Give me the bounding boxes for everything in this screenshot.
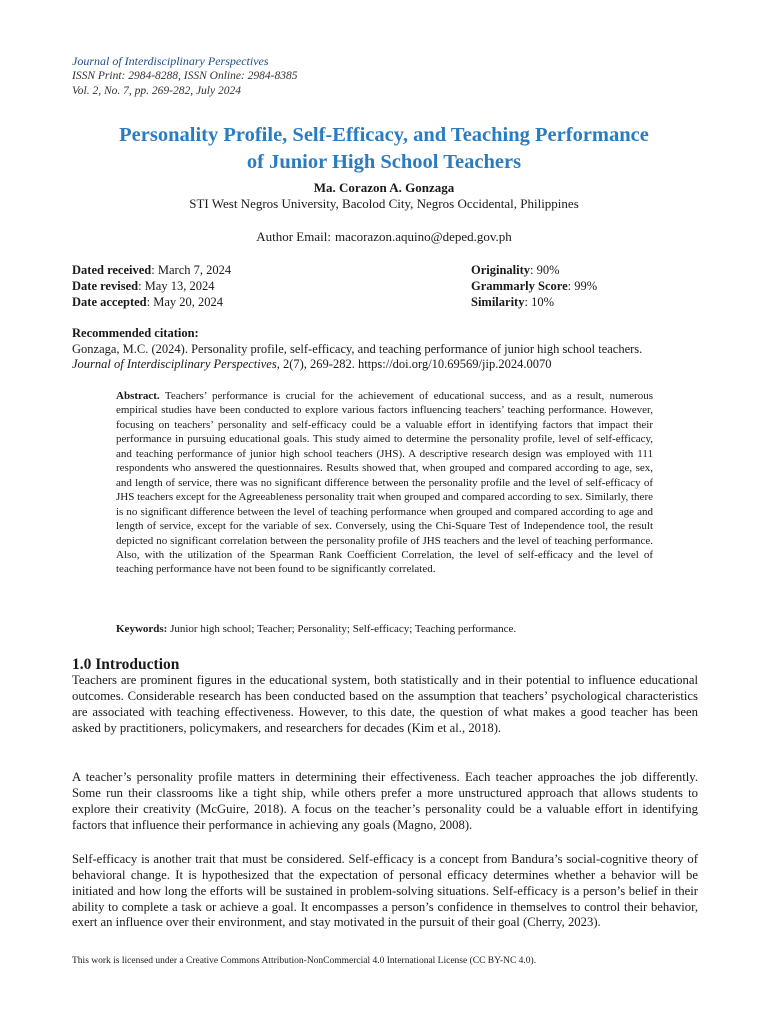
- author-affiliation: STI West Negros University, Bacolod City, Negros Occidental, Philippines: [189, 196, 579, 211]
- score-similarity: [471, 294, 597, 310]
- date-accepted-value: : May 20, 2024: [146, 295, 224, 309]
- author-email-line: [0, 229, 768, 245]
- keywords: [116, 622, 653, 636]
- title-line-1: Personality Profile, Self-Efficacy, and Teaching Performance: [119, 124, 649, 146]
- author-email[interactable]: macorazon.aquino@deped.gov.ph: [334, 229, 512, 244]
- originality-value: : 90%: [530, 263, 560, 277]
- abstract: [116, 389, 653, 577]
- email-label: Author Email:: [256, 229, 331, 244]
- intro-paragraph-1: Teachers are prominent figures in the educational system, both statistically and in their potential to influence educational outcomes. Considerable research has been conducted based on the assumption that teachers’ psychological characteristics are associated with teaching effectiveness. However, to this date, the question of what makes a good teacher has been asked by practitioners, policymakers, and researchers for decades (Kim et al., 2018).: [72, 673, 698, 735]
- dates-block: [72, 262, 231, 310]
- recommended-citation: [72, 326, 702, 373]
- date-accepted-label: Date accepted: [72, 295, 147, 309]
- title-line-2: of Junior High School Teachers: [246, 151, 522, 173]
- keywords-label: Keywords:: [116, 623, 168, 635]
- score-originality: [471, 262, 597, 278]
- journal-issn: ISSN Print: 2984-8288, ISSN Online: 2984-8385: [72, 70, 298, 82]
- paper-title: [60, 122, 708, 176]
- score-grammarly: [471, 278, 597, 294]
- section-heading-introduction: 1.0 Introduction: [72, 656, 180, 673]
- author-name: Ma. Corazon A. Gonzaga: [313, 180, 455, 195]
- grammarly-value: : 99%: [567, 279, 598, 293]
- citation-heading: Recommended citation:: [72, 326, 199, 340]
- intro-paragraph-3: Self-efficacy is another trait that must be considered. Self-efficacy is a concept from Bandura’s social-cognitive theory of behavioral change. It is hypothesized that the expectation of personal efficacy determines whether a behavior will be initiated and how long the efforts will be sustained in problem-solving situations. Self-efficacy is a person’s belief in their ability to complete a task or achieve a goal. It encompasses a person’s confidence in themselves to control their behavior, exert an influence over their environment, and stay motivated in the pursuit of their goal (Cherry, 2023).: [72, 852, 698, 930]
- keywords-text: Junior high school; Teacher; Personality; Self-efficacy; Teaching performance.: [167, 623, 517, 635]
- journal-name: Journal of Interdisciplinary Perspectives: [72, 54, 269, 68]
- citation-text: [72, 342, 702, 373]
- originality-label: Originality: [471, 263, 531, 277]
- date-revised-value: : May 13, 2024: [138, 279, 215, 293]
- journal-volume: Vol. 2, No. 7, pp. 269-282, July 2024: [72, 85, 241, 97]
- abstract-label: Abstract.: [116, 390, 160, 402]
- date-received-value: : March 7, 2024: [151, 263, 232, 277]
- intro-paragraph-2: A teacher’s personality profile matters in determining their effectiveness. Each teacher approaches the job differently. Some run their classrooms like a tight ship, while others prefer a more unstructured approach that allows students to explore their creativity (McGuire, 2018). A focus on the teacher’s personality could be a valuable effort in identifying factors that influence their performance in achieving any goals (Magno, 2008).: [72, 770, 698, 832]
- date-received-label: Dated received: [72, 263, 152, 277]
- similarity-value: : 10%: [524, 295, 554, 309]
- scores-block: [471, 262, 597, 310]
- citation-journal: Journal of Interdisciplinary Perspectives: [72, 357, 277, 371]
- journal-header: [72, 54, 298, 99]
- date-revised-label: Date revised: [72, 279, 139, 293]
- similarity-label: Similarity: [471, 295, 525, 309]
- citation-part-1: Gonzaga, M.C. (2024). Personality profile, self-efficacy, and teaching performance of junior high school teachers.: [72, 341, 643, 356]
- date-received: [72, 262, 231, 278]
- license-footer: This work is licensed under a Creative Commons Attribution-NonCommercial 4.0 International License (CC BY-NC 4.0).: [72, 956, 537, 966]
- date-accepted: [72, 294, 231, 310]
- date-revised: [72, 278, 231, 294]
- citation-part-2[interactable]: , 2(7), 269-282. https://doi.org/10.69569/jip.2024.0070: [276, 357, 552, 371]
- grammarly-label: Grammarly Score: [471, 279, 568, 293]
- abstract-text: Teachers’ performance is crucial for the achievement of educational success, and as a result, numerous empirical studies have been conducted to explore various factors influencing teachers’ teaching performance. However, focusing on teachers’ personality and self-efficacy could be a valuable effort in identifying factors that impact their performance in pursuing educational goals. This study aimed to determine the personality profile, level of self-efficacy, and teaching performance of junior high school teachers (JHS). A descriptive research design was employed with 111 respondents who answered the questionnaires. Results showed that, when grouped and compared according to age, sex, and length of service, there was no significant difference between the personality profile and the level of self-efficacy of JHS teachers except for the Agreeableness personality trait when grouped and compared according to sex. Similarly, there is no significant difference between the level of teaching performance when grouped and compared according to age and length of service, except for the variable of sex. Conversely, using the Chi-Square Test of Independence tool, the result depicted no significant correlation between the personality profile of JHS teachers and the level of teaching performance. Also, with the utilization of the Spearman Rank Coefficient Correlation, the level of self-efficacy and the level of teaching performance have not been found to be significantly correlated.: [116, 390, 653, 576]
